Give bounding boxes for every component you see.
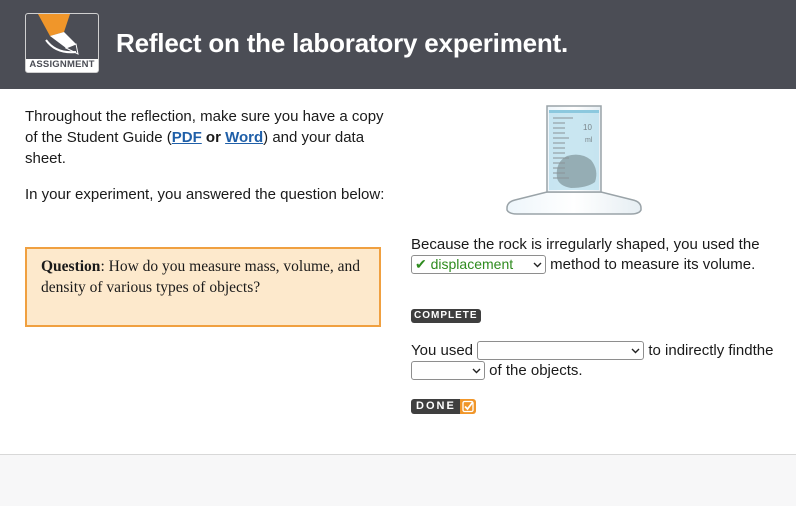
header-bar	[0, 0, 796, 89]
or-text: or	[201, 129, 226, 146]
question-text: : How do you measure mass, volume, and density of various types of objects?	[41, 258, 361, 296]
pencil-icon	[26, 14, 98, 59]
used-dropdown[interactable]	[477, 341, 644, 360]
q1-text-start: Because the rock is irregularly shaped, you used the	[411, 236, 760, 253]
question-box	[25, 247, 381, 327]
question-1-text	[411, 235, 781, 275]
intro-text-start: Throughout the reflection, make sure you have a copy of the Student Guide (	[25, 108, 384, 146]
q2-text-end: of the objects.	[485, 362, 583, 379]
experiment-paragraph: In your experiment, you answered the question below:	[25, 186, 385, 203]
complete-badge: COMPLETE	[411, 309, 481, 323]
q2-text-middle: to indirectly findthe	[644, 342, 774, 359]
assignment-badge	[25, 13, 99, 73]
footer-bar	[0, 454, 796, 506]
word-link[interactable]: Word	[225, 129, 264, 146]
checkbox-icon	[460, 399, 476, 414]
done-label: DONE	[411, 399, 460, 414]
chevron-down-icon	[631, 346, 640, 355]
q2-text-start: You used	[411, 342, 478, 359]
intro-paragraph	[25, 106, 385, 169]
tick-label: 10	[583, 123, 592, 132]
chevron-down-icon	[472, 366, 481, 375]
intro-text-end: ) and your data sheet.	[25, 129, 365, 167]
pdf-link[interactable]: PDF	[171, 129, 202, 146]
done-button[interactable]	[411, 399, 476, 414]
method-dropdown[interactable]	[411, 255, 546, 274]
unit-label: ml	[585, 137, 593, 144]
page-title: Reflect on the laboratory experiment.	[116, 28, 569, 58]
chevron-down-icon	[533, 260, 542, 269]
graduated-cylinder-image	[503, 104, 645, 218]
question-2-text	[411, 341, 791, 381]
check-icon: ✔	[415, 255, 427, 272]
question-label: Question	[41, 258, 101, 275]
find-dropdown[interactable]	[411, 361, 485, 380]
badge-label: ASSIGNMENT	[29, 59, 95, 70]
q1-text-end: method to measure its volume.	[546, 256, 756, 273]
method-dropdown-value: displacement	[430, 255, 514, 272]
